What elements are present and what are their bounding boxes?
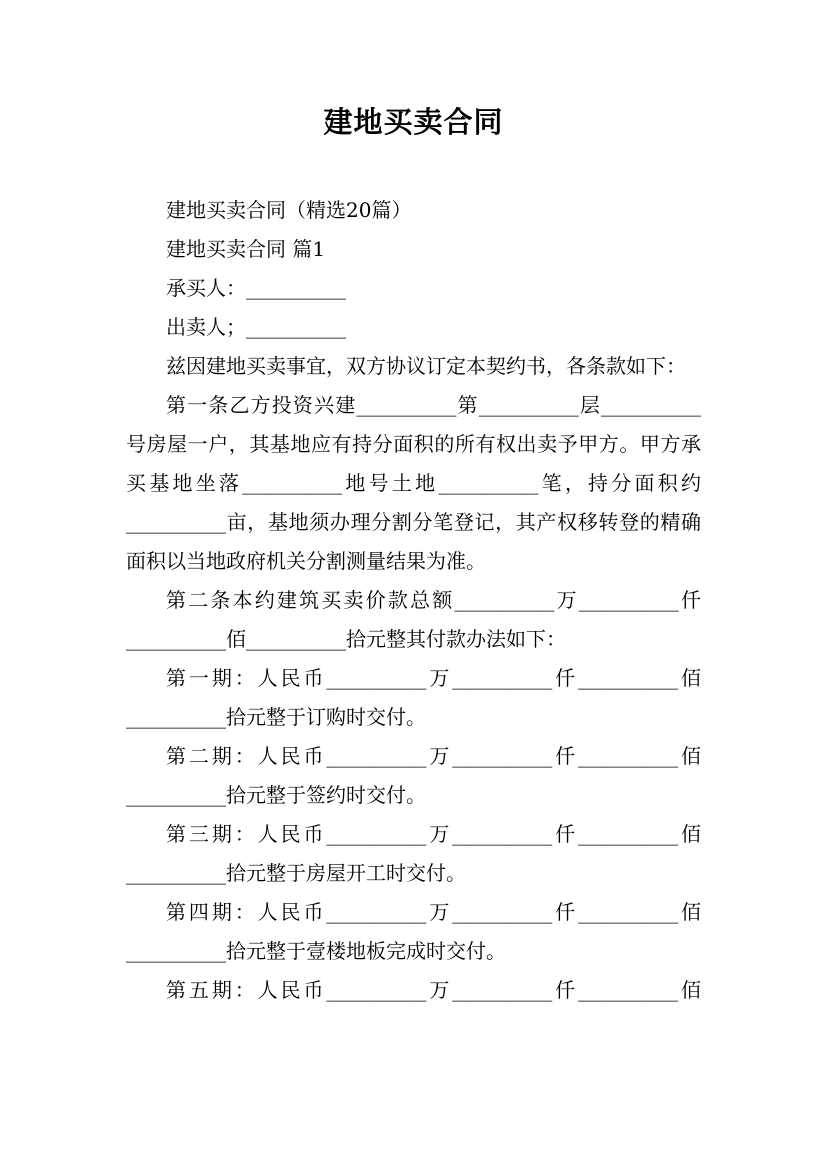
document-body xyxy=(126,191,701,1010)
paragraph-article-2: 第二条本约建筑买卖价款总额__________万__________仟__________佰__________拾元整其付款办法如下： xyxy=(126,588,701,651)
paragraph-installment-2: 第二期：人民币__________万__________仟__________佰__________拾元整于签约时交付。 xyxy=(126,744,701,807)
document-title: 建地买卖合同 xyxy=(323,105,504,139)
paragraph-buyer: 承买人：__________ xyxy=(166,276,346,300)
paragraph-seller: 出卖人；__________ xyxy=(166,315,346,339)
paragraph-installment-4: 第四期：人民币__________万__________仟__________佰__________拾元整于壹楼地板完成时交付。 xyxy=(126,900,701,963)
paragraph-section-heading: 建地买卖合同 篇1 xyxy=(166,237,326,261)
paragraph-preamble: 兹因建地买卖事宜，双方协议订定本契约书，各条款如下： xyxy=(166,354,686,378)
paragraph-article-1: 第一条乙方投资兴建__________第__________层__________号房屋一户，其基地应有持分面积的所有权出卖予甲方。甲方承买基地坐落__________地号土地__________笔，持分面积约__________亩，基地须办理分割分笔登记，其产权移转登的精确面积以当地政府机关分割测量结果为准。 xyxy=(126,393,701,573)
paragraph-installment-3: 第三期：人民币__________万__________仟__________佰__________拾元整于房屋开工时交付。 xyxy=(126,822,701,885)
paragraph-installment-5: 第五期：人民币__________万__________仟__________佰 xyxy=(166,978,701,1002)
paragraph-installment-1: 第一期：人民币__________万__________仟__________佰__________拾元整于订购时交付。 xyxy=(126,666,701,729)
paragraph-subtitle: 建地买卖合同（精选20篇） xyxy=(166,198,412,222)
